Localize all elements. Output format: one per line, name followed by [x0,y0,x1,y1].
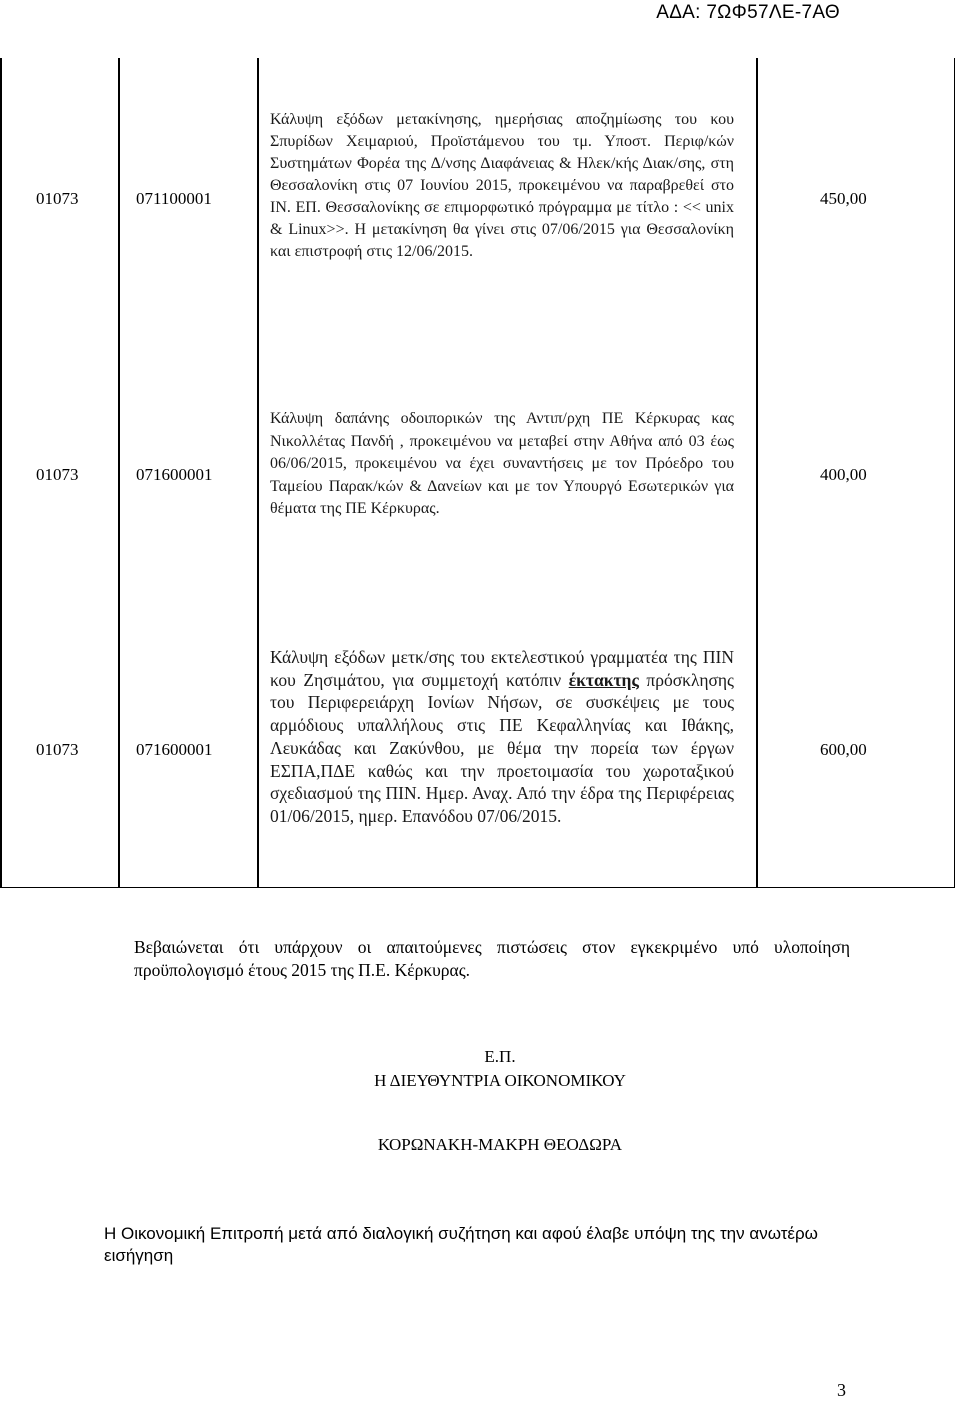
account-code: 01073 [36,465,79,484]
expense-table [0,58,955,888]
account-code: 01073 [36,189,79,208]
expense-description [270,646,734,828]
signature-org: Ε.Π. [484,1047,516,1066]
kae-code: 071100001 [136,189,212,208]
description-emphasis: έκτακτης [568,669,639,690]
table-divider-1 [118,58,120,887]
ada-code: ΑΔΑ: 7ΩΦ57ΛΕ-7ΑΘ [656,2,840,23]
account-code: 01073 [36,740,79,759]
description-text: πρόσκλησης του Περιφερειάρχη Ιονίων Νήσων, σε συσκέψεις με τους αρμόδιους υπαλλήλους στις ΠΕ Κεφαλληνίας και Ιθάκης, Λευκάδας και Ζακύνθου, με θέμα την πορεία των έργων ΕΣΠΑ,ΠΔΕ καθώς και την προετοιμασία του χωροταξικού σχεδιασμού της ΠΙΝ. Ημερ. Αναχ. Από την έδρα της Περιφέρειας 01/06/2015, ημερ. Επανόδου 07/06/2015. [270,669,734,826]
table-border-left [0,58,2,887]
expense-amount: 600,00 [820,740,867,759]
expense-description: Κάλυψη δαπάνης οδοιπορικών της Αντιπ/ρχη ΠΕ Κέρκυρας κας Νικολλέτας Πανδή , προκειμένου να μεταβεί στην Αθήνα από 03 έως 06/06/2015, προκειμένου να έχει συναντήσεις με τον Πρόεδρο του Ταμείου Παρακ/κών & Δανείων και με τον Υπουργό Εσωτερικών για θέματα της ΠΕ Κέρκυρας. [270,410,734,517]
signature-role: Η ΔΙΕΥΘΥΝΤΡΙΑ ΟΙΚΟΝΟΜΙΚΟΥ [374,1071,626,1090]
expense-description: Κάλυψη εξόδων μετακίνησης, ημερήσιας αποζημίωσης του κου Σπυρίδων Χειμαριού, Προϊστάμενου του τμ. Υποστ. Περιφ/κών Συστημάτων Φορέα της Δ/νσης Διαφάνειας & Ηλεκ/κής Διακ/σης, στη Θεσσαλονίκη στις 07 Ιουνίου 2015, προκειμένου να παραβρεθεί στο ΙΝ. ΕΠ. Θεσσαλονίκης σε επιμορφωτικό πρόγραμμα με τίτλο : << unix & Linux>>. Η μετακίνηση θα γίνει στις 07/06/2015 για Θεσσαλονίκη και επιστροφή στις 12/06/2015. [270,111,734,260]
budget-confirmation: Βεβαιώνεται ότι υπάρχουν οι απαιτούμενες πιστώσεις στον εγκεκριμένο υπό υλοποίηση προϋπολογισμό έτους 2015 της Π.Ε. Κέρκυρας. [134,937,850,980]
kae-code: 071600001 [136,465,213,484]
expense-amount: 450,00 [820,189,867,208]
page-number: 3 [837,1380,846,1400]
table-divider-3 [756,58,758,887]
expense-amount: 400,00 [820,465,867,484]
table-divider-2 [257,58,259,887]
description-text: Κάλυψη εξόδων μετκ/σης του εκτελεστικού γραμματέα της ΠΙΝ κου Ζησιμάτου, για συμμετοχή κατόπιν [270,647,734,690]
kae-code: 071600001 [136,740,213,759]
committee-decision: Η Οικονομική Επιτροπή μετά από διαλογική συζήτηση και αφού έλαβε υπόψη της την ανωτέρω εισήγηση [104,1224,818,1265]
signature-name: ΚΟΡΩΝΑΚΗ-ΜΑΚΡΗ ΘΕΟΔΩΡΑ [377,1135,623,1154]
